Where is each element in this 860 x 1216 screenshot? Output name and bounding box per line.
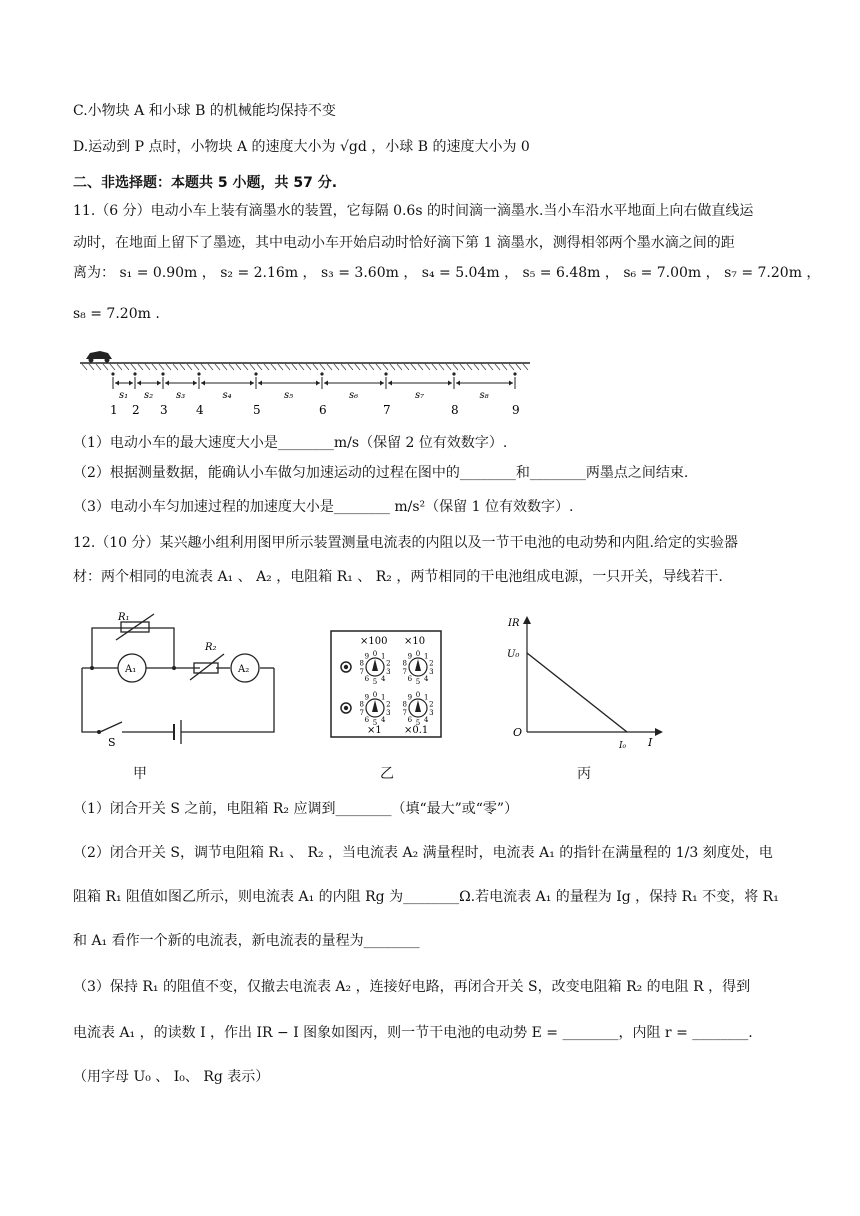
ink-dot bbox=[384, 372, 387, 375]
dial-digit: 9 bbox=[364, 693, 370, 702]
graph-line bbox=[527, 653, 627, 732]
dial-x10: ×10 bbox=[404, 636, 426, 647]
dial-digit: 2 bbox=[429, 659, 434, 668]
dial-digit: 1 bbox=[424, 652, 429, 661]
dial-digit: 5 bbox=[372, 718, 378, 727]
dial-digit: 3 bbox=[429, 709, 434, 718]
option-d: D.运动到 P 点时，小物块 A 的速度大小为 √gd ，小球 B 的速度大小为 0 bbox=[73, 139, 530, 155]
ink-dot bbox=[452, 372, 455, 375]
q12-sub2-line1: （2）闭合开关 S，调节电阻箱 R₁ 、 R₂ ，当电流表 A₂ 满量程时，电流表 A₁ 的指针在满量程的 1/3 刻度处，电 bbox=[73, 845, 773, 861]
label-r1: R₁ bbox=[118, 612, 130, 623]
arrow-head-left bbox=[258, 381, 262, 386]
ink-dot bbox=[197, 372, 200, 375]
graph-i0: I₀ bbox=[619, 741, 627, 751]
q12-sub3-line1: （3）保持 R₁ 的阻值不变，仅撤去电流表 A₂ ，连接好电路，再闭合开关 S，改变电阻箱 R₂ 的电阻 R ，得到 bbox=[73, 979, 751, 995]
segment-label: s₆ bbox=[349, 390, 359, 401]
dial-digit: 7 bbox=[402, 668, 407, 677]
dial-digit: 0 bbox=[415, 649, 421, 658]
segment-label: s₄ bbox=[222, 390, 232, 401]
dial-x01: ×0.1 bbox=[404, 725, 429, 736]
dial-digit: 8 bbox=[359, 700, 364, 709]
arrow-head-right bbox=[129, 381, 133, 386]
q11-sub3: （3）电动小车匀加速过程的加速度大小是________ m/s²（保留 1 位有效数字）. bbox=[73, 499, 574, 515]
q11-line3: 离为： s₁ = 0.90m ， s₂ = 2.16m ， s₃ = 3.60m ， s₄ = 5.04m ， s₅ = 6.48m ， s₆ = 7.00m ， s₇ = 7.20m ， bbox=[73, 265, 821, 281]
point-label: 3 bbox=[160, 403, 168, 417]
arrow-head-right bbox=[509, 381, 513, 386]
car-icon bbox=[86, 351, 112, 363]
q11-line4: s₈ = 7.20m . bbox=[73, 306, 160, 322]
q12-sub2-line3: 和 A₁ 看作一个新的电流表，新电流表的量程为________ bbox=[73, 933, 420, 949]
dial-digit: 7 bbox=[359, 709, 364, 718]
resistance-box bbox=[330, 630, 442, 738]
q12-sub1: （1）闭合开关 S 之前，电阻箱 R₂ 应调到________（填“最大”或“零”） bbox=[73, 801, 519, 817]
section-title: 二、非选择题：本题共 5 小题，共 57 分. bbox=[73, 175, 338, 191]
segment-label: s₅ bbox=[284, 390, 294, 401]
dial-pointer-icon bbox=[415, 659, 421, 671]
label-r2: R₂ bbox=[205, 642, 217, 653]
point-label: 8 bbox=[451, 403, 459, 417]
label-a2: A₂ bbox=[238, 664, 250, 675]
dial-x1: ×1 bbox=[367, 725, 382, 736]
q11-sub1: （1）电动小车的最大速度大小是________m/s（保留 2 位有效数字）. bbox=[73, 435, 508, 451]
label-switch: S bbox=[108, 736, 116, 749]
dials bbox=[360, 650, 434, 727]
arrow-head-right bbox=[250, 381, 254, 386]
arrow-head-right bbox=[193, 381, 197, 386]
q11-line2: 动时，在地面上留下了墨迹，其中电动小车开始启动时恰好滴下第 1 滴墨水，测得相邻两个墨水滴之间的距 bbox=[73, 235, 735, 251]
arrow-head-left bbox=[201, 381, 205, 386]
caption-jia: 甲 bbox=[133, 766, 147, 782]
dial-digit: 7 bbox=[359, 668, 364, 677]
q12-sub3-line2: 电流表 A₁ ，的读数 I ，作出 IR − I 图象如图丙，则一节干电池的电动势 E = ________，内阻 r = ________. bbox=[73, 1025, 753, 1041]
ground-hatch bbox=[82, 364, 528, 370]
dial-digit: 8 bbox=[402, 700, 407, 709]
caption-bing: 丙 bbox=[577, 766, 591, 782]
dial-digit: 1 bbox=[381, 693, 386, 702]
dial-digit: 5 bbox=[415, 718, 421, 727]
dial-digit: 4 bbox=[381, 716, 386, 725]
dial-digit: 4 bbox=[424, 716, 429, 725]
segment-label: s₂ bbox=[144, 390, 154, 401]
dial-digit: 1 bbox=[424, 693, 429, 702]
arrow-head-right bbox=[316, 381, 320, 386]
dial-pointer-icon bbox=[415, 700, 421, 712]
ink-dot bbox=[133, 372, 136, 375]
point-label: 9 bbox=[512, 403, 520, 417]
ink-dot bbox=[513, 372, 516, 375]
dial bbox=[403, 650, 434, 686]
segment-label: s₇ bbox=[415, 390, 425, 401]
graph-u0: U₀ bbox=[507, 649, 520, 660]
arrow-head-right bbox=[380, 381, 384, 386]
dial-digit: 9 bbox=[364, 652, 370, 661]
dial-digit: 0 bbox=[372, 690, 378, 699]
dial-digit: 6 bbox=[407, 675, 413, 684]
point-label: 2 bbox=[132, 403, 140, 417]
q12-sub3-line3: （用字母 U₀ 、 I₀、 Rg 表示） bbox=[73, 1069, 270, 1085]
dial-digit: 0 bbox=[415, 690, 421, 699]
point-label: 4 bbox=[196, 403, 204, 417]
dial-digit: 0 bbox=[372, 649, 378, 658]
dial-digit: 8 bbox=[359, 659, 364, 668]
dial-digit: 9 bbox=[407, 693, 413, 702]
dial-digit: 2 bbox=[386, 659, 391, 668]
dial-digit: 2 bbox=[429, 700, 434, 709]
caption-yi: 乙 bbox=[380, 766, 394, 782]
dial-digit: 5 bbox=[415, 677, 421, 686]
arrow-head-left bbox=[456, 381, 460, 386]
graph-origin: O bbox=[513, 726, 523, 739]
point-label: 6 bbox=[319, 403, 327, 417]
q11-line1: 11.（6 分）电动小车上装有滴墨水的装置，它每隔 0.6s 的时间滴一滴墨水.当小车沿水平地面上向右做直线运 bbox=[73, 203, 754, 219]
option-c: C.小物块 A 和小球 B 的机械能均保持不变 bbox=[73, 103, 336, 119]
label-a1: A₁ bbox=[125, 664, 137, 675]
dial-digit: 6 bbox=[407, 716, 413, 725]
q12-sub2-line2: 阻箱 R₁ 阻值如图乙所示，则电流表 A₁ 的内阻 Rg 为________Ω.若电流表 A₁ 的量程为 Ig ，保持 R₁ 不变，将 R₁ bbox=[73, 889, 779, 905]
terminal-top bbox=[341, 662, 351, 672]
arrow-head-left bbox=[324, 381, 328, 386]
ink-dot bbox=[254, 372, 257, 375]
dial-digit: 7 bbox=[402, 709, 407, 718]
ir-i-graph bbox=[505, 610, 665, 755]
dial-digit: 1 bbox=[381, 652, 386, 661]
dial-digit: 5 bbox=[372, 677, 378, 686]
terminal-bottom bbox=[341, 703, 351, 713]
segment-label: s₃ bbox=[176, 390, 186, 401]
q12-line1: 12.（10 分）某兴趣小组利用图甲所示装置测量电流表的内阻以及一节干电池的电动势和内阻.给定的实验器 bbox=[73, 535, 738, 551]
segment-label: s₁ bbox=[119, 390, 129, 401]
graph-y-label: IR bbox=[508, 618, 520, 629]
dial bbox=[403, 691, 434, 727]
point-label: 7 bbox=[383, 403, 391, 417]
segment-label: s₈ bbox=[479, 390, 489, 401]
q12-line2: 材：两个相同的电流表 A₁ 、 A₂ ，电阻箱 R₁ 、 R₂ ，两节相同的干电池组成电源，一只开关，导线若干. bbox=[73, 569, 723, 585]
point-label: 5 bbox=[253, 403, 261, 417]
dial-x100: ×100 bbox=[360, 636, 388, 647]
dial bbox=[360, 691, 391, 727]
ink-dot bbox=[111, 372, 114, 375]
circuit-diagram bbox=[78, 610, 288, 750]
graph-x-label: I bbox=[648, 736, 653, 749]
q11-sub2: （2）根据测量数据，能确认小车做匀加速运动的过程在图中的________和________两墨点之间结束. bbox=[73, 465, 689, 481]
ink-dot bbox=[161, 372, 164, 375]
dial-digit: 3 bbox=[386, 709, 391, 718]
track-marks bbox=[110, 372, 520, 417]
arrow-head-left bbox=[388, 381, 392, 386]
arrow-head-right bbox=[157, 381, 161, 386]
dial-digit: 4 bbox=[424, 675, 429, 684]
arrow-head-right bbox=[448, 381, 452, 386]
dial-digit: 3 bbox=[429, 668, 434, 677]
dial-digit: 8 bbox=[402, 659, 407, 668]
dial-digit: 6 bbox=[364, 716, 370, 725]
dial-pointer-icon bbox=[372, 659, 378, 671]
dial-digit: 9 bbox=[407, 652, 413, 661]
arrow-head-left bbox=[165, 381, 169, 386]
point-label: 1 bbox=[110, 403, 118, 417]
arrow-head-left bbox=[137, 381, 141, 386]
dial bbox=[360, 650, 391, 686]
dial-digit: 4 bbox=[381, 675, 386, 684]
ink-track-figure bbox=[78, 345, 538, 420]
dial-digit: 2 bbox=[386, 700, 391, 709]
ink-dot bbox=[320, 372, 323, 375]
dial-digit: 3 bbox=[386, 668, 391, 677]
arrow-head-left bbox=[115, 381, 119, 386]
dial-pointer-icon bbox=[372, 700, 378, 712]
dial-digit: 6 bbox=[364, 675, 370, 684]
